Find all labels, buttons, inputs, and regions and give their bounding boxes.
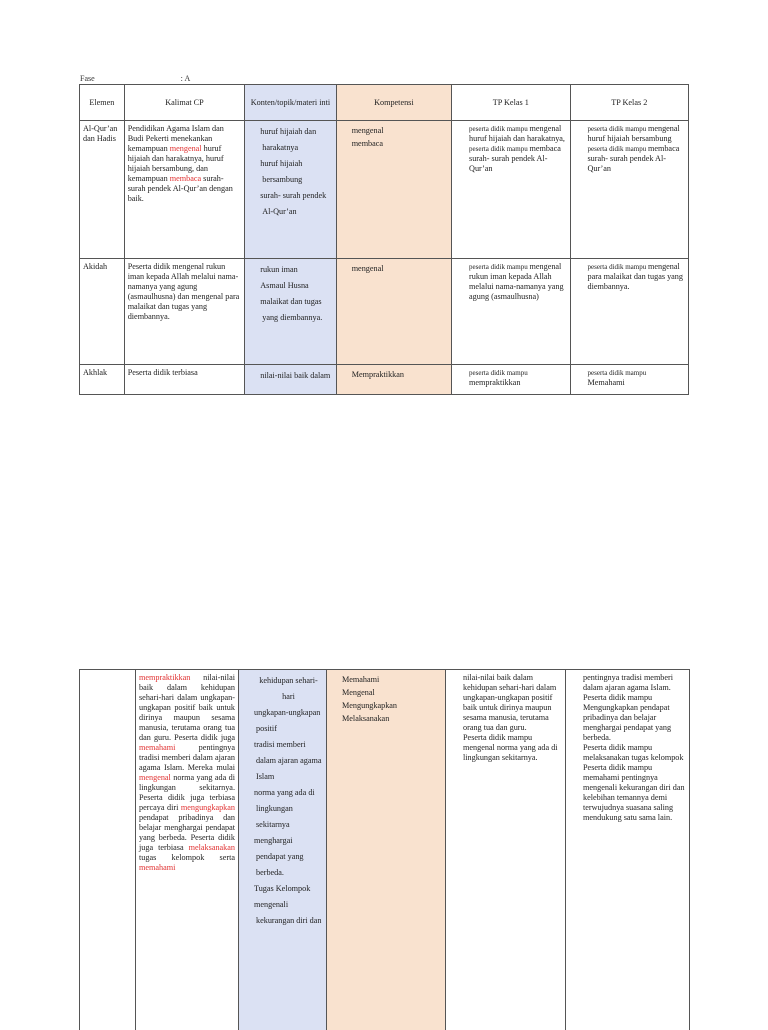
header-elemen: Elemen bbox=[80, 85, 125, 121]
konten-list bbox=[242, 705, 323, 929]
item-text: malaikat dan tugas yang diembannya. bbox=[260, 296, 323, 322]
list-item bbox=[330, 712, 442, 725]
list-item bbox=[248, 188, 332, 220]
item-text: Mempraktikkan bbox=[351, 370, 404, 379]
highlight-verb: mengungkapkan bbox=[180, 803, 235, 812]
cell-tp-kelas-1 bbox=[446, 670, 566, 1030]
list-item bbox=[242, 785, 323, 833]
cp-text: pentingnya tradisi memberi dalam ajaran agama Islam. Mereka mulai bbox=[139, 743, 235, 772]
highlight-verb: mempraktikkan bbox=[139, 673, 191, 682]
tp-number bbox=[455, 124, 469, 134]
header-konten: Konten/topik/materi inti bbox=[245, 85, 336, 121]
item-text: huruf hijaiah bersambung bbox=[260, 158, 303, 184]
item-text: ungkapan-ungkapan positif bbox=[254, 707, 321, 733]
list-item bbox=[242, 897, 323, 929]
item-number bbox=[330, 673, 342, 686]
tp-text: Peserta didik mampu mengenal norma yang ada di lingkungan sekitarnya. bbox=[463, 733, 558, 762]
cell-tp-kelas-2 bbox=[570, 365, 689, 395]
item-text: Memahami bbox=[342, 675, 380, 684]
tp-text: mengenal rukun iman kepada Allah melalui nama-namanya yang agung (asmaulhusna) bbox=[469, 262, 564, 301]
item-text: mengenali kekurangan diri dan bbox=[254, 899, 322, 925]
header-tp-kelas-1: TP Kelas 1 bbox=[452, 85, 570, 121]
curriculum-table-page2 bbox=[79, 669, 690, 1030]
tp-number bbox=[574, 368, 588, 378]
item-text: mengenal bbox=[351, 126, 384, 135]
tp-number bbox=[449, 733, 463, 743]
item-number bbox=[330, 686, 342, 699]
tp-text: membaca surah- surah pendek Al-Qur’an bbox=[469, 144, 561, 173]
item-number bbox=[248, 262, 260, 278]
tp-item bbox=[455, 368, 566, 388]
tp-kelas-2-continued-text: pentingnya tradisi memberi dalam ajaran agama Islam. bbox=[583, 673, 674, 692]
fase-line bbox=[80, 74, 190, 83]
header-tp-kelas-2: TP Kelas 2 bbox=[570, 85, 689, 121]
cell-kompetensi bbox=[327, 670, 446, 1030]
item-number bbox=[330, 712, 342, 725]
tp-number bbox=[574, 144, 588, 154]
item-number bbox=[340, 368, 352, 381]
cell-kompetensi bbox=[336, 259, 451, 365]
tp-kelas-2-list bbox=[569, 693, 686, 823]
item-number bbox=[242, 833, 254, 849]
tp-text: mempraktikkan bbox=[469, 378, 521, 387]
tp-number bbox=[574, 124, 588, 134]
tp-lead: peserta didik mampu bbox=[587, 369, 647, 377]
item-text: huruf hijaiah dan harakatnya bbox=[260, 127, 317, 152]
list-item bbox=[330, 699, 442, 712]
item-text: tradisi memberi dalam ajaran agama Islam bbox=[254, 739, 322, 781]
cell-elemen: Al-Qur’an dan Hadis bbox=[80, 121, 125, 259]
cell-konten bbox=[245, 365, 336, 395]
item-text: Tugas Kelompok bbox=[254, 883, 311, 893]
tp-lead: peserta didik mampu bbox=[469, 145, 530, 153]
konten-list bbox=[248, 368, 332, 384]
list-item bbox=[242, 881, 323, 897]
item-number bbox=[248, 124, 260, 140]
item-text: Mengungkapkan bbox=[342, 701, 398, 711]
cell-tp-kelas-2 bbox=[570, 121, 689, 259]
tp-text: mengenal huruf hijaiah dan harakatnya, bbox=[469, 124, 565, 143]
highlight-verb: melaksanakan bbox=[188, 843, 235, 852]
tp-text: mengenal huruf hijaiah bersambung bbox=[587, 124, 680, 143]
kompetensi-list bbox=[340, 262, 448, 275]
cell-kompetensi bbox=[336, 365, 451, 395]
tp-item bbox=[455, 262, 566, 302]
highlight-verb: mengenal bbox=[139, 773, 171, 782]
list-item bbox=[330, 673, 442, 686]
list-item bbox=[242, 737, 323, 785]
tp-number bbox=[569, 743, 583, 753]
header-kalimat-cp: Kalimat CP bbox=[124, 85, 245, 121]
highlight-verb: mengenal bbox=[169, 144, 202, 153]
table-header-row bbox=[80, 85, 689, 121]
item-text: Melaksanakan bbox=[342, 714, 390, 724]
tp-item bbox=[455, 144, 566, 174]
item-text: nilai-nilai baik dalam bbox=[260, 371, 331, 380]
konten-list bbox=[248, 124, 332, 220]
cell-tp-kelas-1 bbox=[452, 365, 570, 395]
list-item bbox=[340, 368, 448, 381]
highlight-verb: memahami bbox=[139, 743, 176, 752]
tp-kelas-1-list bbox=[455, 124, 566, 174]
item-number bbox=[340, 124, 352, 137]
tp-number bbox=[569, 693, 583, 703]
tp-kelas-1-list bbox=[455, 262, 566, 302]
tp-number bbox=[569, 763, 583, 773]
konten-list bbox=[248, 262, 332, 326]
list-item bbox=[340, 262, 448, 275]
list-item bbox=[248, 124, 332, 156]
tp-item bbox=[569, 763, 686, 823]
item-number bbox=[242, 897, 254, 913]
item-number bbox=[248, 188, 260, 204]
konten-continued-text: kehidupan sehari-hari bbox=[259, 676, 318, 701]
list-item bbox=[330, 686, 442, 699]
tp-text: Peserta didik mampu memahami pentingnya mengenali kekurangan diri dan kelebihan temannya demi terwujudnya suasana saling mendukung satu sama lain. bbox=[583, 763, 685, 822]
tp-number bbox=[455, 144, 469, 154]
list-item bbox=[248, 156, 332, 188]
tp-text: Peserta didik mampu melaksanakan tugas kelompok bbox=[583, 743, 684, 762]
item-number bbox=[248, 278, 260, 294]
tp-item bbox=[569, 693, 686, 743]
tp-kelas-1-continued-text: nilai-nilai baik dalam kehidupan sehari-hari dalam ungkapan-ungkapan positif baik untuk dirinya maupun sesama manusia, terutama orang tua dan guru. bbox=[463, 673, 557, 732]
tp-lead: peserta didik mampu bbox=[469, 125, 530, 133]
list-item bbox=[242, 833, 323, 881]
item-number bbox=[242, 785, 254, 801]
cp-text: nilai-nilai baik dalam kehidupan sehari-hari dalam ungkapan-ungkapan positif baik untuk dirinya maupun sesama manusia, terutama orang tua dan guru. Peserta didik juga bbox=[139, 673, 235, 742]
tp-kelas-2-list bbox=[574, 262, 686, 292]
fase-value: : A bbox=[180, 74, 191, 83]
item-number bbox=[242, 705, 254, 721]
tp-item bbox=[455, 124, 566, 144]
cell-tp-kelas-1 bbox=[452, 121, 570, 259]
tp-item bbox=[574, 368, 686, 388]
header-kompetensi: Kompetensi bbox=[336, 85, 451, 121]
item-text: surah- surah pendek Al-Qur’an bbox=[260, 190, 327, 216]
item-number bbox=[248, 368, 260, 384]
fase-label: Fase bbox=[80, 74, 95, 83]
tp-item bbox=[574, 124, 686, 144]
item-text: menghargai pendapat yang berbeda. bbox=[254, 835, 304, 877]
tp-lead: peserta didik mampu bbox=[469, 369, 528, 377]
item-number bbox=[340, 262, 352, 275]
item-number bbox=[242, 737, 254, 753]
tp-kelas-2-list bbox=[574, 368, 686, 388]
table-row bbox=[80, 259, 689, 365]
tp-text: membaca surah- surah pendek Al-Qur’an bbox=[587, 144, 680, 173]
cell-tp-kelas-1 bbox=[452, 259, 570, 365]
item-number bbox=[330, 699, 342, 712]
item-number bbox=[248, 156, 260, 172]
kompetensi-list bbox=[340, 368, 448, 381]
cell-kalimat-cp bbox=[136, 670, 239, 1030]
curriculum-table-page1 bbox=[79, 84, 689, 395]
cell-elemen-empty bbox=[80, 670, 136, 1030]
item-text: Mengenal bbox=[342, 688, 375, 698]
tp-item bbox=[569, 743, 686, 763]
cell-kalimat-cp: Peserta didik terbiasa bbox=[124, 365, 245, 395]
item-text: norma yang ada di lingkungan sekitarnya bbox=[254, 787, 315, 829]
cell-konten bbox=[239, 670, 327, 1030]
tp-lead: peserta didik mampu bbox=[587, 263, 648, 271]
list-item bbox=[248, 368, 332, 384]
table-row bbox=[80, 121, 689, 259]
cell-tp-kelas-2 bbox=[570, 259, 689, 365]
cell-elemen: Akhlak bbox=[80, 365, 125, 395]
kompetensi-list bbox=[340, 124, 448, 150]
tp-number bbox=[574, 262, 588, 272]
item-text: mengenal bbox=[351, 264, 384, 273]
list-item bbox=[242, 705, 323, 737]
list-item bbox=[248, 294, 332, 326]
table-row-akhlak-continued bbox=[80, 670, 690, 1030]
tp-number bbox=[455, 262, 469, 272]
cell-elemen: Akidah bbox=[80, 259, 125, 365]
item-number bbox=[248, 294, 260, 310]
cell-kalimat-cp bbox=[124, 259, 245, 365]
cp-text: Pendidikan Agama Islam dan Budi Pekerti menekankan kemampuan bbox=[127, 124, 224, 153]
item-text: rukun iman bbox=[260, 265, 298, 274]
list-item bbox=[340, 137, 448, 150]
tp-item bbox=[574, 262, 686, 292]
cp-text: huruf hijaiah dan harakatnya, huruf hijaiah bersambung, dan kemampuan bbox=[127, 144, 224, 183]
tp-lead: peserta didik mampu bbox=[587, 145, 648, 153]
tp-kelas-2-list bbox=[574, 124, 686, 174]
cp-text: Peserta didik mengenal rukun iman kepada Allah melalui nama-namanya yang agung (asmaulhusna) dan mengenal para malaikat dan tugas yang diembannya. bbox=[127, 262, 240, 321]
cell-kompetensi bbox=[336, 121, 451, 259]
item-number bbox=[340, 137, 352, 150]
cell-tp-kelas-2 bbox=[566, 670, 690, 1030]
cp-text: tugas kelompok serta bbox=[139, 853, 235, 862]
list-item bbox=[248, 278, 332, 294]
tp-kelas-1-list bbox=[455, 368, 566, 388]
table-row bbox=[80, 365, 689, 395]
item-text: membaca bbox=[351, 139, 384, 149]
cell-konten bbox=[245, 121, 336, 259]
list-item bbox=[340, 124, 448, 137]
tp-text: Peserta didik mampu Mengungkapkan pendapat pribadinya dan belajar menghargai pendapat yang berbeda. bbox=[583, 693, 672, 742]
cell-kalimat-cp bbox=[124, 121, 245, 259]
tp-lead: peserta didik mampu bbox=[587, 125, 648, 133]
tp-text: mengenal para malaikat dan tugas yang diembannya. bbox=[587, 262, 683, 291]
tp-item bbox=[574, 144, 686, 174]
tp-kelas-1-list bbox=[449, 733, 562, 763]
tp-item bbox=[449, 733, 562, 763]
tp-text: Memahami bbox=[587, 378, 625, 387]
cp-text: norma yang ada di lingkungan sekitarnya. Peserta didik juga terbiasa percaya diri bbox=[139, 773, 235, 812]
highlight-verb: memahami bbox=[139, 863, 176, 872]
cell-konten bbox=[245, 259, 336, 365]
tp-lead: peserta didik mampu bbox=[469, 263, 530, 271]
list-item bbox=[248, 262, 332, 278]
cp-text: surah- surah pendek Al-Qur’an dengan baik. bbox=[127, 174, 233, 203]
item-text: Asmaul Husna bbox=[260, 280, 309, 290]
highlight-verb: membaca bbox=[169, 174, 202, 183]
cp-text: pendapat pribadinya dan belajar menghargai pendapat yang berbeda. Peserta didik juga terbiasa bbox=[139, 813, 235, 852]
kompetensi-list bbox=[330, 673, 442, 726]
item-number bbox=[242, 881, 254, 897]
tp-number bbox=[455, 368, 469, 378]
